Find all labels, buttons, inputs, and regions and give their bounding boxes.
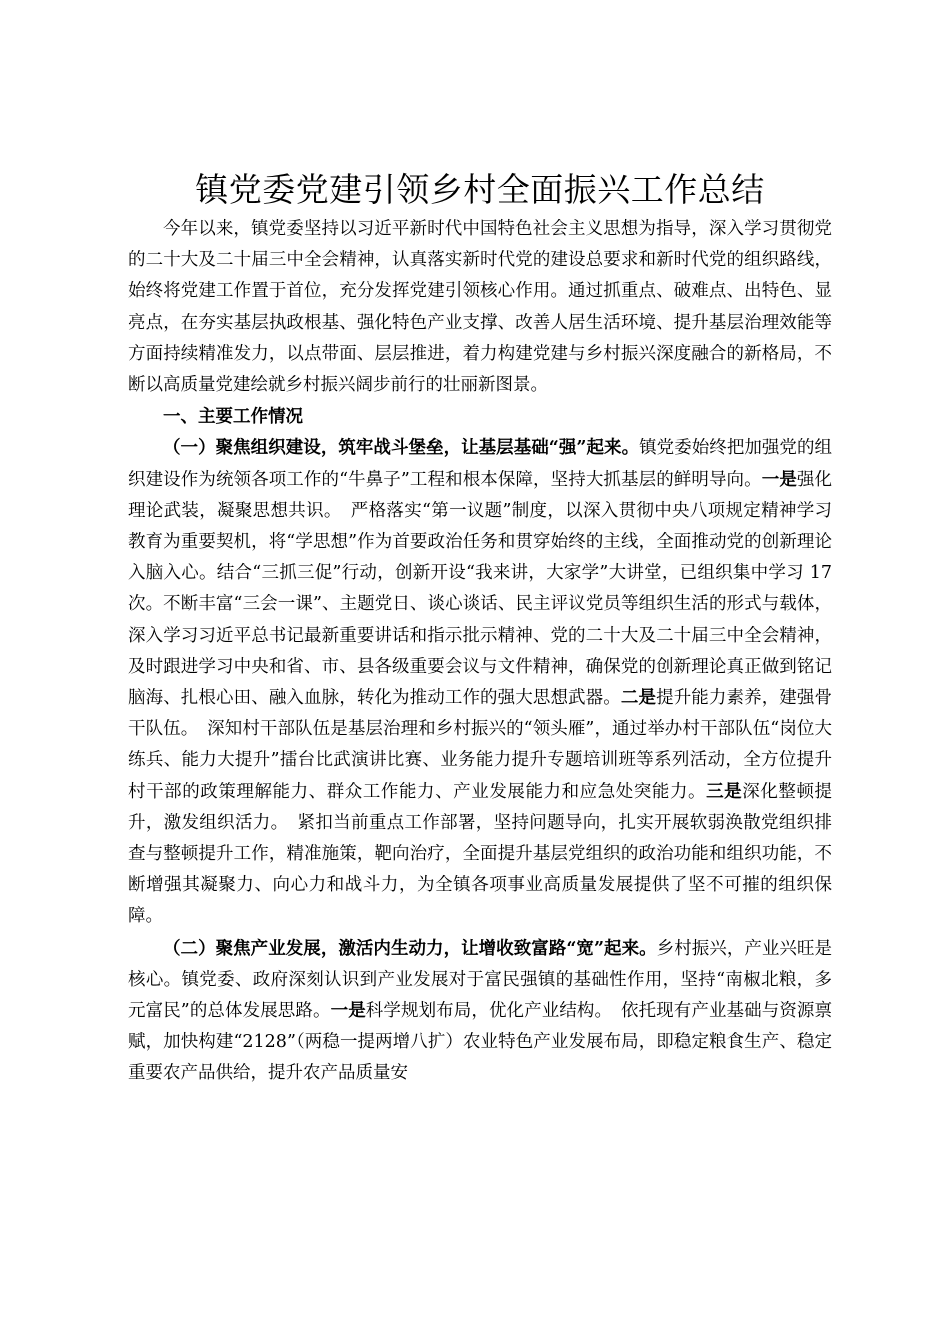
subsection-2-text-1: 乡村振兴，产业兴旺是核心。镇党委、政府深刻认识到产业发展对于富民强镇的基础性作用，坚持“南椒北粮，多元富民”的总体发展思路。 [128, 938, 832, 1022]
subsection-2-paragraph [128, 934, 832, 1090]
document-page [128, 168, 832, 1090]
subsection-2-keyword-1: 一是 [330, 1001, 366, 1022]
subsection-1-lead: （一）聚焦组织建设，筑牢战斗堡垒，让基层基础“强”起来。 [163, 438, 640, 459]
subsection-1-text-2: 强化理论武装，凝聚思想共识。 严格落实“第一议题”制度，以深入贯彻中央八项规定精神学习教育为重要契机，将“学思想”作为首要政治任务和贯穿始终的主线，全面推动党的创新理论入脑入心。结合“三抓三促”行动，创新开设“我来讲，大家学”大讲堂，已组织集中学习 17 次。不断丰富“三会一课”、主题党日、谈心谈话、民主评议党员等组织生活的形式与载体，深入学习习近平总书记最新重要讲话和指示批示精神、党的二十大及二十届三中全会精神，及时跟进学习中央和省、市、县各级重要会议与文件精神，确保党的创新理论真正做到铭记脑海、扎根心田、融入血脉，转化为推动工作的强大思想武器。 [128, 469, 833, 709]
subsection-1-keyword-1: 一是 [761, 469, 797, 490]
section-heading: 一、主要工作情况 [163, 407, 303, 428]
subsection-1-keyword-3: 三是 [706, 781, 743, 802]
subsection-1-keyword-2: 二是 [620, 688, 657, 709]
subsection-1-text-4: 深化整顿提升，激发组织活力。 紧扣当前重点工作部署，坚持问题导向，扎实开展软弱涣散党组织排查与整顿提升工作，精准施策，靶向治疗，全面提升基层党组织的政治功能和组织功能，不断增强其凝聚力、向心力和战斗力，为全镇各项事业高质量发展提供了坚不可摧的组织保障。 [128, 781, 833, 927]
subsection-2-text-2: 科学规划布局，优化产业结构。 依托现有产业基础与资源禀赋，加快构建“2128”（两稳一提两增八扩）农业特色产业发展布局，即稳定粮食生产、稳定重要农产品供给，提升农产品质量安 [128, 1001, 833, 1084]
subsection-2-lead: （二）聚焦产业发展，激活内生动力，让增收致富路“宽”起来。 [163, 938, 657, 959]
subsection-1-text-1: 镇党委始终把加强党的组织建设作为统领各项工作的“牛鼻子”工程和根本保障，坚持大抓基层的鲜明导向。 [128, 438, 832, 490]
document-title: 镇党委党建引领乡村全面振兴工作总结 [195, 170, 765, 209]
subsection-1-text-3: 提升能力素养，建强骨干队伍。 深知村干部队伍是基层治理和乡村振兴的“领头雁”，通过举办村干部队伍“岗位大练兵、能力大提升”擂台比武演讲比赛、业务能力提升专题培训班等系列活动，全方位提升村干部的政策理解能力、群众工作能力、产业发展能力和应急处突能力。 [128, 688, 833, 802]
subsection-1-paragraph [128, 433, 832, 932]
intro-paragraph: 今年以来，镇党委坚持以习近平新时代中国特色社会主义思想为指导，深入学习贯彻党的二十大及二十届三中全会精神，认真落实新时代党的建设总要求和新时代党的组织路线，始终将党建工作置于首位，充分发挥党建引领核心作用。通过抓重点、破难点、出特色、显亮点，在夯实基层执政根基、强化特色产业支撑、改善人居生活环境、提升基层治理效能等方面持续精准发力，以点带面、层层推进，着力构建党建与乡村振兴深度融合的新格局，不断以高质量党建绘就乡村振兴阔步前行的壮丽新图景。 [128, 219, 832, 396]
